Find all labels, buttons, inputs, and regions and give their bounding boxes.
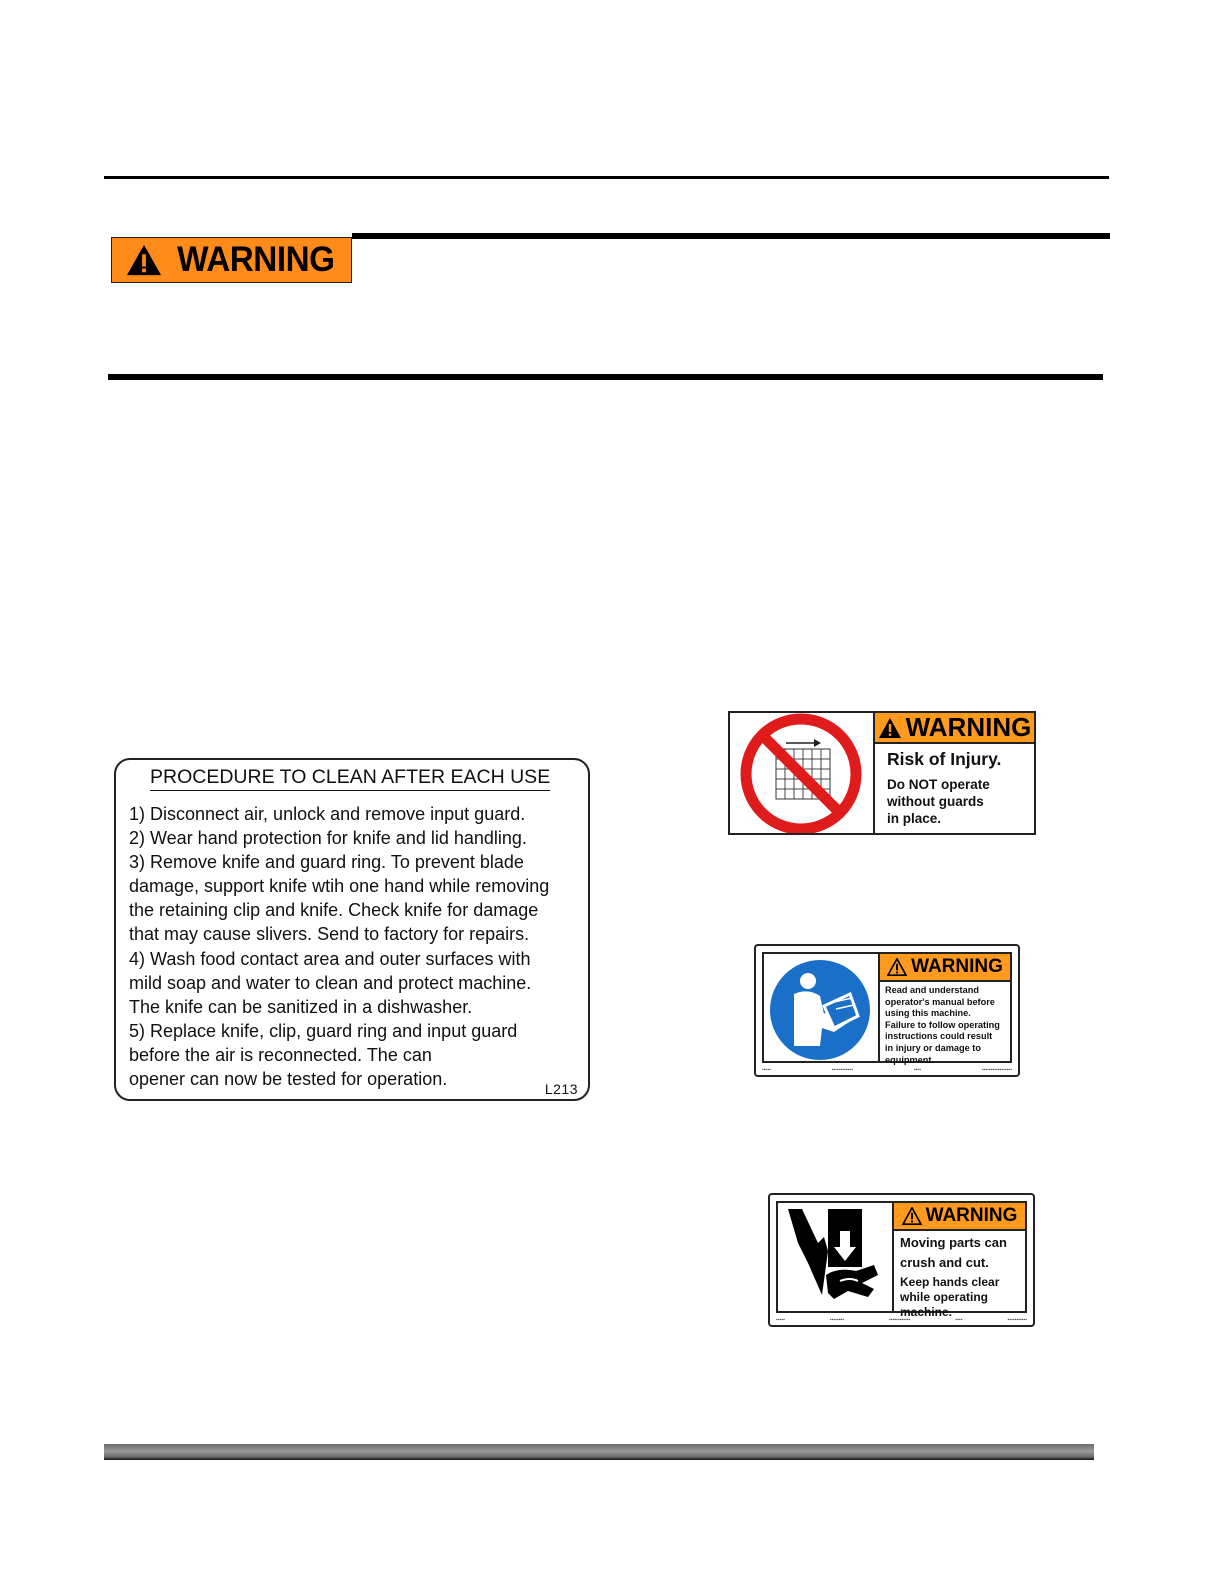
fine-print-mark: ▪▪▪▪▪▪▪▪ — [829, 1317, 845, 1323]
decal-header-label: WARNING — [911, 956, 1003, 977]
decal-text — [887, 749, 1001, 827]
procedure-title: PROCEDURE TO CLEAN AFTER EACH USE — [150, 766, 550, 791]
decal-line: operator's manual before — [885, 996, 995, 1007]
procedure-line: the retaining clip and knife. Check knife for damage — [129, 900, 539, 921]
decal-title: crush and cut. — [900, 1255, 989, 1270]
fine-print-mark: ▪▪▪▪▪ — [762, 1067, 771, 1073]
decal-header-label: WARNING — [905, 712, 1032, 742]
warning-triangle-icon — [878, 717, 902, 739]
procedure-line: mild soap and water to clean and protect machine. — [129, 972, 532, 993]
decal-line: instructions could result — [885, 1031, 993, 1042]
manual-warning-decal — [754, 944, 1020, 1077]
decal-title: Risk of Injury. — [887, 749, 1002, 769]
decal-line: without guards — [887, 794, 984, 809]
decal-line: in place. — [887, 811, 942, 826]
decal-line: while operating — [900, 1290, 989, 1304]
top-rule — [104, 176, 1109, 179]
decal-header — [880, 954, 1010, 982]
warning-banner — [111, 237, 352, 283]
procedure-line: 1) Disconnect air, unlock and remove input guard. — [129, 804, 526, 824]
decal-inner-frame — [762, 952, 1012, 1063]
fine-print-mark: ▪▪▪▪ — [913, 1067, 921, 1073]
decal-header — [894, 1203, 1025, 1231]
procedure-line: opener can now be tested for operation. — [129, 1069, 448, 1090]
warning-triangle-icon — [887, 958, 907, 976]
procedure-code: L213 — [544, 1081, 578, 1097]
fine-print-mark: ▪▪▪▪▪▪▪▪▪▪▪ — [1007, 1317, 1027, 1323]
fine-print-mark: ▪▪▪▪▪ — [776, 1317, 785, 1323]
procedure-lines — [129, 802, 549, 1091]
decal-line: equipment. — [885, 1054, 935, 1065]
procedure-line: 5) Replace knife, clip, guard ring and input guard — [129, 1020, 518, 1041]
decal-title: Moving parts can — [900, 1235, 1007, 1250]
guards-warning-decal — [728, 711, 1036, 835]
warning-triangle-icon — [125, 243, 163, 277]
decal-line: using this machine. — [885, 1008, 971, 1019]
fine-print-mark: ▪▪▪▪ — [955, 1317, 963, 1323]
decal-fine-print — [762, 1066, 1012, 1074]
warning-banner-label: WARNING — [176, 240, 335, 279]
decal-text — [900, 1235, 1007, 1320]
procedure-line: damage, support knife wtih one hand while removing — [129, 876, 550, 897]
read-manual-icon — [764, 954, 880, 1061]
warning-top-rule — [352, 233, 1110, 239]
fine-print-mark: ▪▪▪▪▪▪▪▪▪▪▪▪ — [831, 1067, 854, 1073]
procedure-line: The knife can be sanitized in a dishwasher. — [129, 996, 473, 1017]
decal-line: in injury or damage to — [885, 1042, 981, 1053]
decal-text — [885, 985, 1000, 1066]
decal-line: machine. — [900, 1305, 953, 1319]
decal-header-label: WARNING — [925, 1205, 1018, 1226]
warning-bottom-rule — [108, 374, 1103, 380]
cleaning-procedure-decal — [114, 758, 590, 1101]
moving-parts-warning-decal — [768, 1193, 1035, 1327]
decal-line: Failure to follow operating — [885, 1019, 1000, 1030]
decal-fine-print — [776, 1316, 1027, 1324]
procedure-line: 4) Wash food contact area and outer surfaces with — [129, 948, 531, 969]
decal-line: Read and understand — [885, 985, 979, 995]
decal-line: Keep hands clear — [900, 1275, 1000, 1289]
procedure-line: before the air is reconnected. The can — [129, 1044, 432, 1065]
no-guard-prohibition-icon — [730, 713, 875, 833]
decal-inner-frame — [776, 1201, 1027, 1319]
fine-print-mark: ▪▪▪▪▪▪▪▪▪▪▪▪▪▪▪▪▪ — [981, 1067, 1012, 1073]
procedure-line: that may cause slivers. Send to factory for repairs. — [129, 924, 530, 945]
warning-triangle-icon — [902, 1207, 922, 1225]
procedure-line: 2) Wear hand protection for knife and lid handling. — [129, 828, 527, 849]
procedure-line: 3) Remove knife and guard ring. To prevent blade — [129, 852, 524, 873]
decal-line: Do NOT operate — [887, 777, 990, 792]
footer-rule — [104, 1444, 1094, 1460]
fine-print-mark: ▪▪▪▪▪▪▪▪▪▪▪▪ — [889, 1317, 911, 1323]
decal-header — [875, 713, 1034, 744]
crush-hand-icon — [778, 1203, 894, 1311]
